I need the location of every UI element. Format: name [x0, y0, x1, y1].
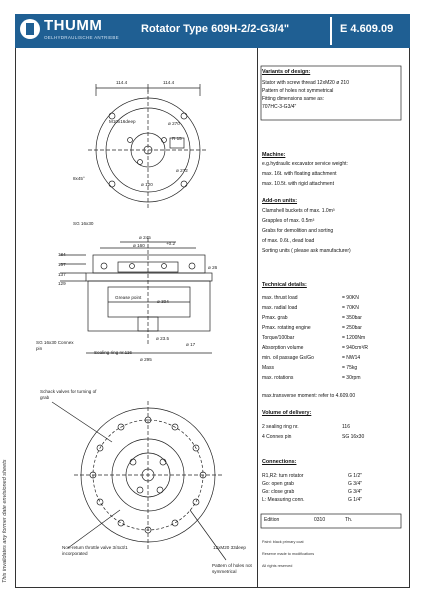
label-pattern: Pattern of holes not symmetrical — [212, 563, 252, 574]
label-d160: ø 160 — [133, 243, 145, 248]
tech-value: = 1200Nm — [342, 335, 366, 341]
label-d235: ø 23.5 — [156, 336, 170, 341]
tech-label: Absorption volume — [262, 345, 304, 351]
label-height-157: 157 — [58, 262, 66, 267]
section-body — [88, 281, 210, 331]
section-mid-flange — [86, 273, 212, 281]
footer-note: Paint: black primary coat — [262, 540, 304, 544]
tech-label: Pmax. grab — [262, 315, 288, 321]
footer-note: Reserve made to modifications — [262, 552, 315, 556]
top-hole — [181, 113, 187, 119]
conn-label: Gs: close grab — [262, 489, 295, 495]
delivery-value: SG 16x30 — [342, 434, 365, 440]
tech-value: = 250bar — [342, 325, 362, 331]
brand-tagline: OELHYDRAULISCHE ANTRIEBE — [44, 35, 119, 40]
label-r15: R 15 — [172, 136, 182, 141]
label-screw: 12xM20 33deep — [213, 545, 246, 550]
tech-value: = 90KN — [342, 295, 359, 301]
addon-line: Grapples of max. 0.5m³ — [262, 218, 315, 224]
variants-line: 707HC-3-G3/4" — [262, 104, 297, 110]
label-d272: ø 272 — [176, 168, 188, 173]
tech-label: max. rotations — [262, 375, 294, 381]
section-top-flange — [93, 255, 205, 273]
label-non-return: Non-return throttle valve 3/4x3/1 incorporated — [62, 545, 128, 556]
top-hole — [109, 181, 115, 187]
conn-label: L: Measuring conn. — [262, 497, 305, 503]
top-port — [162, 138, 167, 143]
tech-label: Pmax. rotating engine — [262, 325, 311, 331]
conn-label: Go: open grab — [262, 481, 294, 487]
conn-value: G 3/4" — [348, 481, 363, 487]
label-height-129: 129 — [58, 281, 66, 286]
top-port — [128, 138, 133, 143]
connections-title: Connections: — [262, 459, 297, 465]
tech-label: min. oil passage Gs/Go — [262, 355, 314, 361]
addon-line: Sorting units ( please ask manufacturer) — [262, 248, 351, 254]
variants-title: Variants of design: — [262, 69, 311, 75]
variants-line: Stator with screw thread 12xM20 ø 210 — [262, 80, 349, 86]
label-check-valves: Schack valves for turning of grab — [40, 389, 97, 400]
machine-title: Machine: — [262, 152, 286, 158]
tech-value: = 75kg — [342, 365, 358, 371]
edition-label: Edition — [264, 517, 280, 523]
tech-label: Torque/100bar — [262, 335, 295, 341]
delivery-value: 116 — [342, 424, 350, 430]
side-note: This invalidates any former date envisioned sheets — [2, 459, 8, 583]
label-d120: ø 120 — [141, 182, 153, 187]
label-m10: M10x16deep — [109, 119, 136, 124]
dim-top-left: 114.4 — [116, 80, 128, 85]
label-sealing: Sealing ring nr.116 — [94, 350, 132, 355]
conn-value: G 3/4" — [348, 489, 363, 495]
top-port — [138, 160, 143, 165]
addon-line: Grabs for demolition and sorting — [262, 228, 334, 234]
tech-value: = NW14 — [342, 355, 361, 361]
machine-line: max. 10.5t. with rigid attachment — [262, 181, 334, 187]
transverse-moment: max.transverse moment: refer to 4.609.00 — [262, 393, 356, 399]
label-height-184: 184 — [58, 252, 66, 257]
label-connex: SG 16x30 Connex pin — [36, 340, 74, 351]
document-title: Rotator Type 609H-2/2-G3/4" — [141, 23, 290, 35]
technical-title: Technical details: — [262, 282, 307, 288]
delivery-label: 4 Connex pin — [262, 434, 292, 440]
label-d17: ø 17 — [186, 342, 196, 347]
top-hole — [181, 181, 187, 187]
tech-value: = 30rpm — [342, 375, 361, 381]
dim-top-right: 114.4 — [163, 80, 175, 85]
label-d295: ø 295 — [140, 357, 152, 362]
conn-label: R1,R2: turn rotator — [262, 473, 304, 479]
label-tol: +0.2 — [166, 241, 176, 246]
footer-note: All rights reserved — [262, 564, 293, 568]
tech-label: Mass — [262, 365, 274, 371]
label-angle: 8x45° — [73, 176, 85, 181]
tech-label: max. radial load — [262, 305, 298, 311]
addon-title: Add-on units: — [262, 198, 298, 204]
doc-number: E 4.609.09 — [340, 23, 394, 35]
label-height-137: 137 — [58, 272, 66, 277]
label-sg: SG 16x30 — [73, 221, 94, 226]
machine-line: max. 16t. with floating attachment — [262, 171, 337, 177]
tech-value: = 70KN — [342, 305, 359, 311]
tech-label: max. thrust load — [262, 295, 298, 301]
label-d245: ø 245 — [139, 235, 151, 240]
conn-value: G 1/4" — [348, 497, 363, 503]
label-d270: ø 270 — [168, 121, 180, 126]
variants-line: Pattern of holes not symmetrical — [262, 88, 334, 94]
brand-name: THUMM — [44, 17, 103, 34]
machine-line: e.g.hydraulic excavator service weight: — [262, 161, 348, 167]
variants-line: Fitting dimensions same as: — [262, 96, 324, 102]
delivery-label: 2 sealing ring nr. — [262, 424, 299, 430]
edition-value: 0310 — [314, 517, 326, 523]
label-d26: ø 26 — [208, 265, 218, 270]
label-d304: ø 304 — [157, 299, 169, 304]
conn-value: G 1/2" — [348, 473, 363, 479]
tech-value: = 350bar — [342, 315, 362, 321]
addon-line: Clamshell buckets of max. 1.0m³ — [262, 208, 335, 214]
edition-suffix: Th. — [345, 517, 353, 523]
tech-value: = 940cm³/R — [342, 345, 368, 351]
delivery-title: Volume of delivery: — [262, 410, 312, 416]
addon-line: of max. 0.6t., dead load — [262, 238, 315, 244]
label-grease: Grease point — [115, 295, 142, 300]
